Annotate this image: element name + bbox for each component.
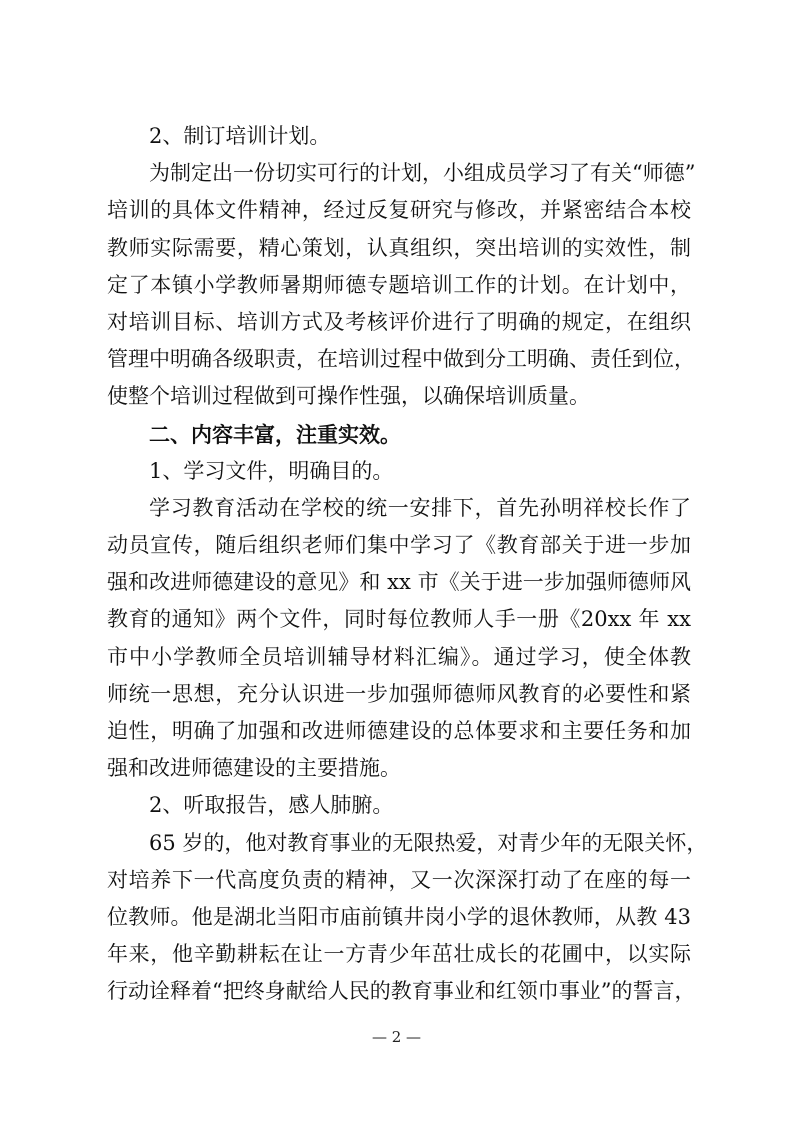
subsection-heading: [107, 787, 691, 824]
text-line: 培训的具体文件精神，经过反复研究与修改，并紧密结合本校: [107, 198, 691, 223]
text-line: 1、学习文件，明确目的。: [149, 458, 394, 483]
text-line: 使整个培训过程做到可操作性强，以确保培训质量。: [107, 384, 590, 409]
section-heading: [107, 416, 691, 453]
text-line: 2、制订培训计划。: [149, 124, 331, 148]
text-line: 市中小学教师全员培训辅导材料汇编》。通过学习，使全体教: [107, 644, 691, 669]
paragraph: [107, 155, 696, 415]
text-line: 2、听取报告，感人肺腑。: [149, 793, 394, 818]
page-number: — 2 —: [371, 1028, 422, 1046]
text-line: 行动诠释着“把终身献给人民的教育事业和红领巾事业”的誓言，: [107, 979, 696, 1004]
text-line: 65 岁的，他对教育事业的无限热爱，对青少年的无限关怀，: [149, 830, 708, 855]
text-line: 教育的通知》两个文件，同时每位教师人手一册《20xx 年 xx: [107, 607, 691, 632]
text-line: 教师实际需要，精心策划，认真组织，突出培训的实效性，制: [107, 235, 691, 260]
text-line: 强和改进师德建设的意见》和 xx 市《关于进一步加强师德师风: [107, 570, 691, 595]
text-line: 定了本镇小学教师暑期师德专题培训工作的计划。在计划中，: [107, 272, 691, 297]
text-line: 为制定出一份切实可行的计划，小组成员学习了有关“师德”: [149, 161, 696, 186]
text-line: 二、内容丰富，注重实效。: [149, 421, 401, 447]
text-line: 学习教育活动在学校的统一安排下，首先孙明祥校长作了: [149, 495, 691, 520]
subsection-heading: [107, 118, 691, 155]
text-line: 对培养下一代高度负责的精神，又一次深深打动了在座的每一: [107, 867, 691, 892]
text-line: 师统一思想，充分认识进一步加强师德师风教育的必要性和紧: [107, 681, 691, 706]
text-line: 对培训目标、培训方式及考核评价进行了明确的规定，在组织: [107, 309, 691, 334]
paragraph: [107, 825, 708, 1011]
text-line: 强和改进师德建设的主要措施。: [107, 756, 401, 781]
document-body: [107, 118, 708, 1011]
text-line: 管理中明确各级职责，在培训过程中做到分工明确、责任到位，: [107, 347, 695, 372]
text-line: 迫性，明确了加强和改进师德建设的总体要求和主要任务和加: [107, 719, 691, 743]
text-line: 年来，他辛勤耕耘在让一方青少年茁壮成长的花圃中，以实际: [107, 942, 691, 967]
text-line: 动员宣传，随后组织老师们集中学习了《教育部关于进一步加: [107, 533, 691, 558]
subsection-heading: [107, 453, 691, 490]
paragraph: [107, 490, 691, 788]
text-line: 位教师。他是湖北当阳市庙前镇井岗小学的退休教师，从教 43: [107, 904, 691, 929]
